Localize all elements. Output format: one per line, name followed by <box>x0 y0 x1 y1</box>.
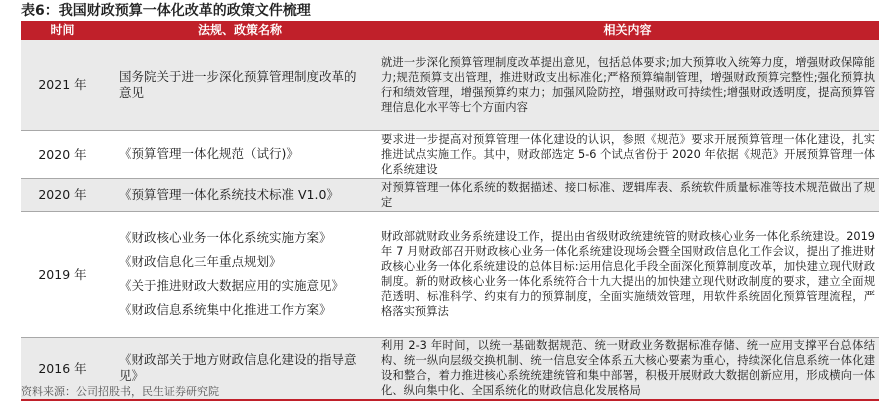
row-year: 2020 年 <box>21 130 104 178</box>
table-title: 表6：我国财政预算一体化改革的政策文件梳理 <box>21 3 311 19</box>
table-row <box>21 211 879 337</box>
row-content: 要求进一步提高对预算管理一体化建设的认识，参照《规范》要求开展预算管理一体化建设，扎实推进试点实施工作。其中，财政部选定 5-6 个试点省份于 2020 年依据《规范》开展预算管理一体化系统建设 <box>376 130 879 178</box>
row-year: 2021 年 <box>21 40 104 130</box>
row-year: 2019 年 <box>21 211 104 337</box>
header-policy-name: 法规、政策名称 <box>104 21 376 40</box>
row-policy-name: 《财政部关于地方财政信息化建设的指导意见》 <box>104 337 376 400</box>
row-content: 财政部就财政业务系统建设工作，提出由省级财政统建统管的财政核心业务一体化系统建设。2019 年 7 月财政部召开财政核心业务一体化系统建设现场会暨全国财政信息化工作会议，提出了推进财政核心业务一体化系统建设的总体目标:运用信息化手段全面深化预算制度改革，加快建立现代财政制度。新的财政核心业务一体化系统符合十九大提出的加快建立现代财政制度的要求，建立全面规范透明、标准科学、约束有力的预算制度，全面实施绩效管理，用软件系统固化预算管理流程，严格落实预算法 <box>376 211 879 337</box>
row-year: 2016 年 <box>21 337 104 400</box>
source-note: 资料来源：公司招股书，民生证券研究院 <box>21 385 219 398</box>
policy-table <box>21 21 879 401</box>
table-row <box>21 130 879 178</box>
row-policy-list <box>104 211 376 337</box>
row-content: 利用 2-3 年时间，以统一基础数据规范、统一财政业务数据标准存储、统一应用支撑平台总体结构、统一纵向层级交换机制、统一信息安全体系五大核心要素为重心，持续深化信息系统一体化建设和整合，着力推进核心系统统建统管和集中部署，积极开展财政大数据创新应用，形成横向一体化、纵向集中化、全国系统化的财政信息化发展格局 <box>376 337 879 400</box>
row-policy-name: 国务院关于进一步深化预算管理制度改革的意见 <box>104 40 376 130</box>
policy-name-item: 《财政核心业务一体化系统实施方案》 <box>119 230 332 245</box>
row-policy-name: 《预算管理一体化系统技术标准 V1.0》 <box>104 178 376 211</box>
row-policy-name: 《预算管理一体化规范（试行)》 <box>104 130 376 178</box>
header-content: 相关内容 <box>376 21 879 40</box>
table-row <box>21 178 879 211</box>
table-row <box>21 40 879 130</box>
policy-name-item: 《财政信息化三年重点规划》 <box>119 254 282 269</box>
row-content: 对预算管理一体化系统的数据描述、接口标准、逻辑库表、系统软件质量标准等技术规范做出了规定 <box>376 178 879 211</box>
policy-name-item: 《关于推进财政大数据应用的实施意见》 <box>119 278 345 293</box>
header-time: 时间 <box>21 21 104 40</box>
table-header-row <box>21 21 879 40</box>
policy-name-item: 《财政信息系统集中化推进工作方案》 <box>119 302 332 317</box>
row-year: 2020 年 <box>21 178 104 211</box>
row-content: 就进一步深化预算管理制度改革提出意见，包括总体要求;加大预算收入统筹力度，增强财政保障能力;规范预算支出管理，推进财政支出标准化;严格预算编制管理，增强财政预算完整性;强化预算执行和绩效管理，增强预算约束力；加强风险防控，增强财政可持续性;增强财政透明度，提高预算管理信息化水平等七个方面内容 <box>376 40 879 130</box>
